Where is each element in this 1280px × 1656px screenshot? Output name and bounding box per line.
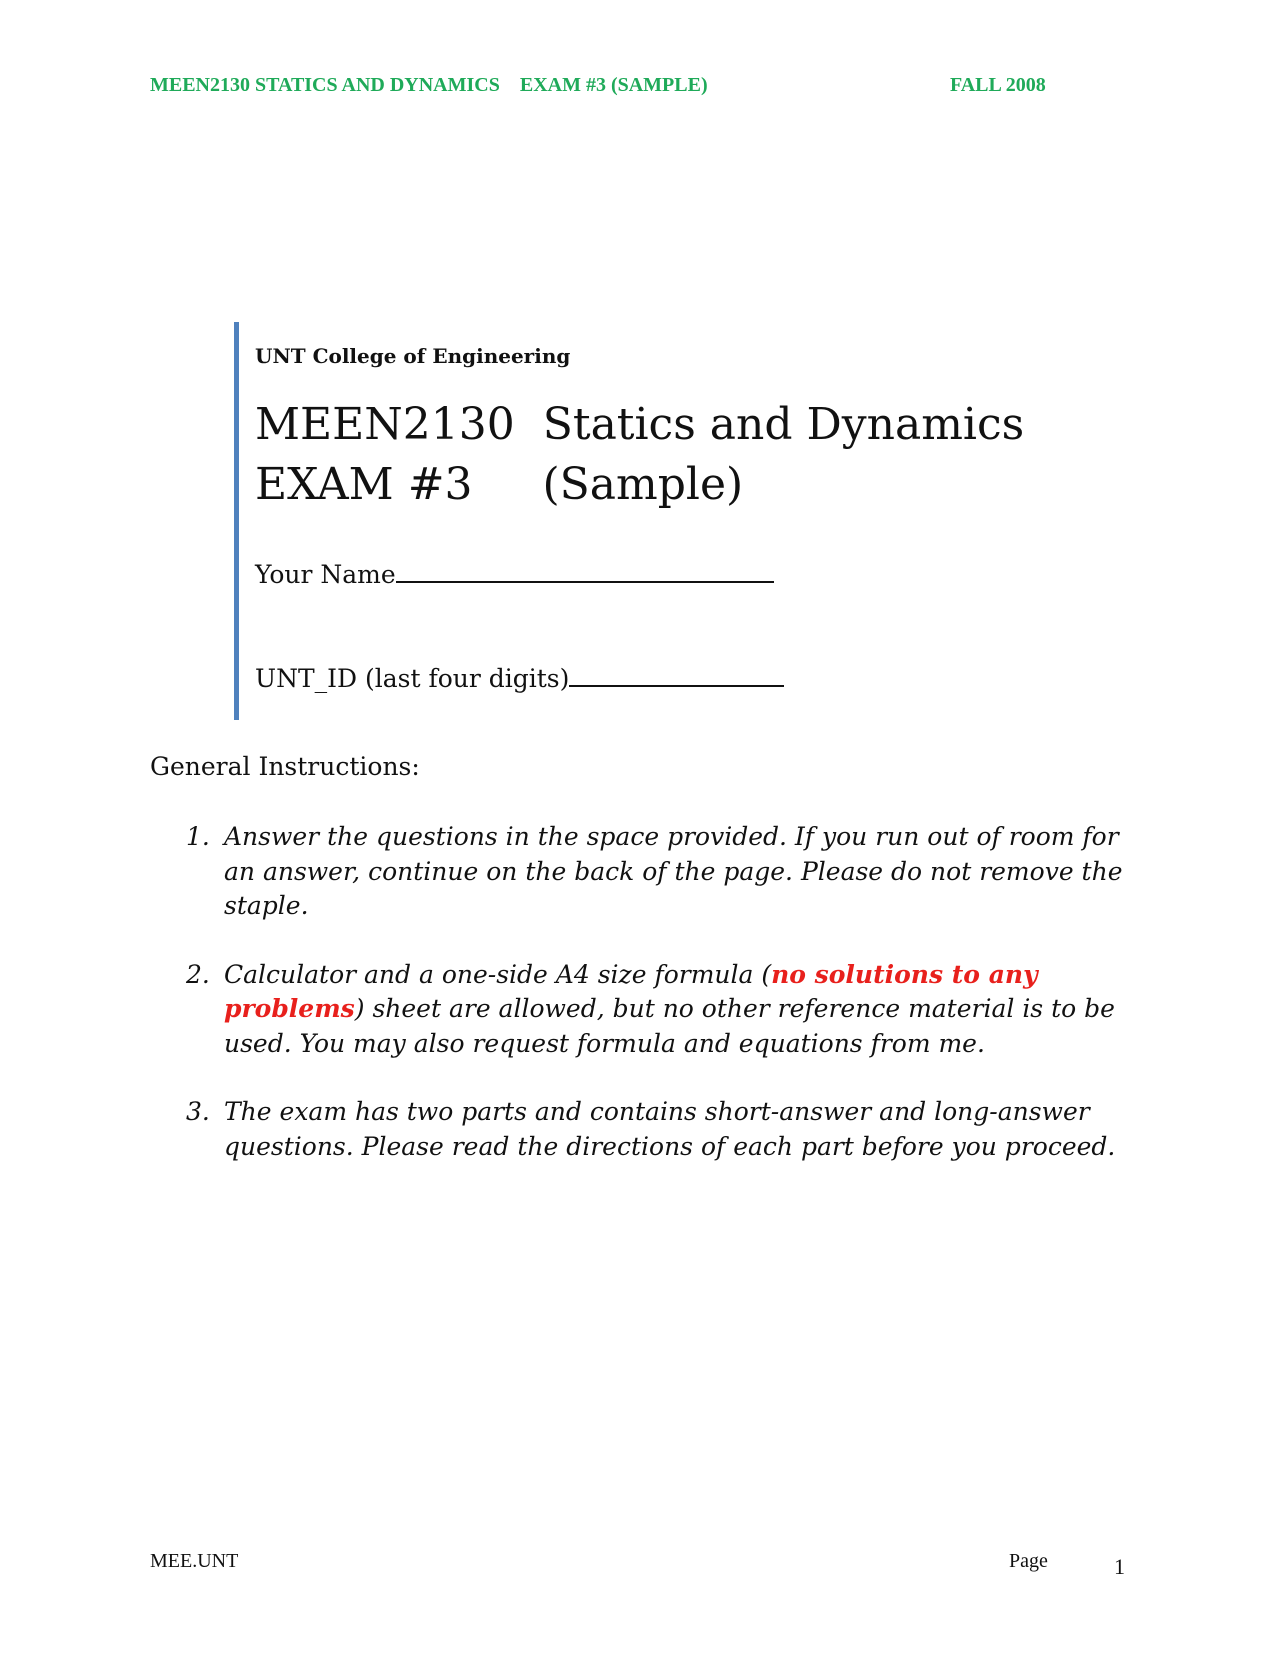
item-text: Answer the questions in the space provided. If you run out of room for an answer, continue on the back of the page. Please do not remove the staple. bbox=[224, 822, 1123, 920]
list-item bbox=[186, 958, 1146, 1062]
running-header-title: MEEN2130 STATICS AND DYNAMICS EXAM #3 (SAMPLE) bbox=[150, 74, 708, 96]
name-field bbox=[255, 558, 774, 592]
item-text: ) sheet are allowed, but no other reference material is to be used. You may also request formula and equations from me. bbox=[224, 994, 1115, 1058]
college-name: UNT College of Engineering bbox=[255, 344, 571, 368]
item-text: Calculator and a one-side A4 size formula ( bbox=[224, 959, 772, 989]
footer-page-label: Page bbox=[1009, 1550, 1048, 1572]
instructions-heading: General Instructions: bbox=[150, 752, 420, 781]
name-blank-line[interactable] bbox=[396, 559, 774, 583]
exam-title: EXAM #3 (Sample) bbox=[255, 459, 744, 510]
footer-left: MEE.UNT bbox=[150, 1550, 239, 1572]
list-item bbox=[186, 820, 1146, 924]
list-item bbox=[186, 1095, 1146, 1164]
course-title: MEEN2130 Statics and Dynamics bbox=[255, 399, 1025, 450]
footer-page-number: 1 bbox=[1114, 1554, 1125, 1579]
item-number: 1. bbox=[186, 822, 210, 851]
running-header-term: FALL 2008 bbox=[950, 74, 1046, 96]
item-number: 3. bbox=[186, 1097, 210, 1126]
id-blank-line[interactable] bbox=[569, 663, 784, 687]
id-label: UNT_ID (last four digits) bbox=[255, 664, 570, 693]
cover-block bbox=[234, 322, 1025, 720]
name-label: Your Name bbox=[255, 560, 396, 589]
instructions-list bbox=[186, 820, 1146, 1198]
item-number: 2. bbox=[186, 959, 210, 989]
emphasis-text: no solutions to any problems bbox=[224, 959, 1038, 1023]
item-text: The exam has two parts and contains short-answer and long-answer questions. Please read the directions of each part before you proceed. bbox=[224, 1097, 1116, 1161]
id-field bbox=[255, 662, 784, 696]
